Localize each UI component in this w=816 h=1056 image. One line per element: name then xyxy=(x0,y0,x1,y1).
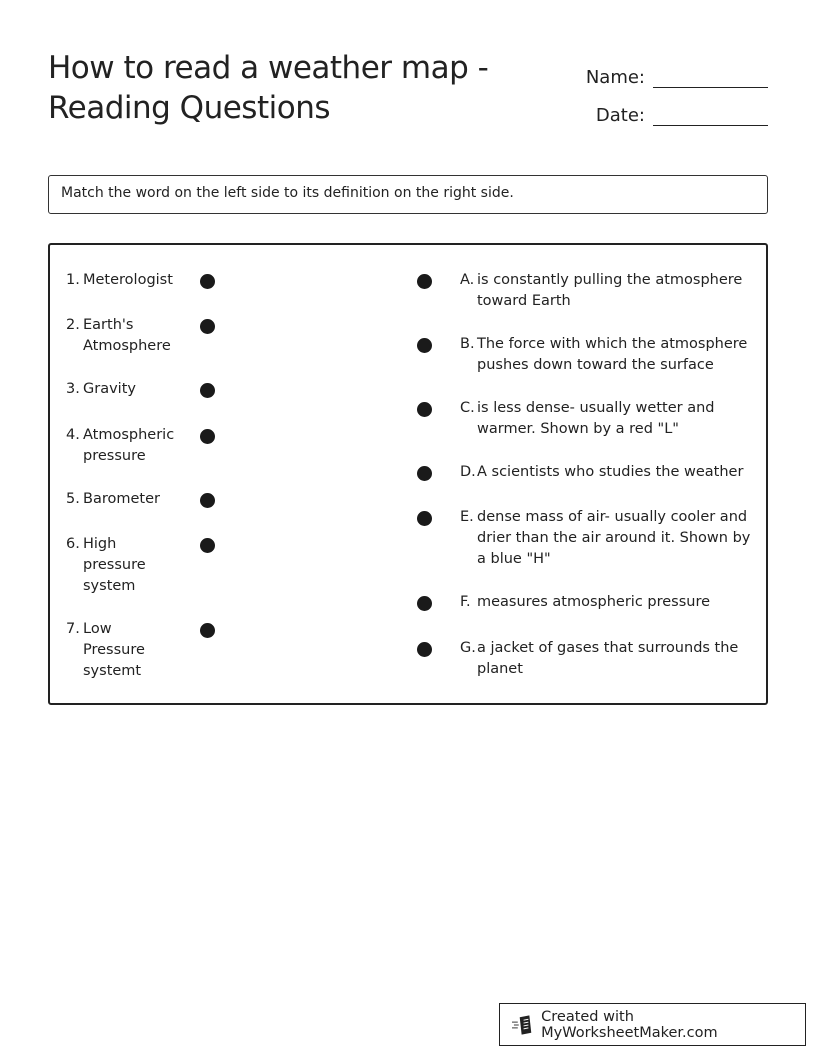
definition-dot-d[interactable] xyxy=(417,466,432,481)
name-field[interactable] xyxy=(653,64,768,88)
definition-text: a jacket of gases that surrounds the planet xyxy=(477,640,739,677)
definition-dot-f[interactable] xyxy=(417,596,432,611)
term-number: 2. xyxy=(66,317,80,333)
definition-text: is less dense- usually wetter and warmer. Shown by a red "L" xyxy=(477,400,715,437)
footer-text: Created with MyWorksheetMaker.com xyxy=(541,1008,718,1041)
instructions-box: Match the word on the left side to its definition on the right side. xyxy=(48,175,768,214)
definition-text: dense mass of air- usually cooler and drier than the air around it. Shown by a blue "H" xyxy=(477,509,751,567)
name-label: Name: xyxy=(585,67,645,88)
definition-letter: E. xyxy=(460,509,474,525)
term-number: 3. xyxy=(66,381,80,397)
definition-text: The force with which the atmosphere pushes down toward the surface xyxy=(477,336,748,373)
definition-letter: C. xyxy=(460,400,475,416)
definition-dot-c[interactable] xyxy=(417,402,432,417)
definition-item xyxy=(460,334,760,376)
footer-credit[interactable] xyxy=(499,1003,806,1046)
term-text: Barometer xyxy=(83,491,160,507)
term-text: High pressure system xyxy=(83,536,146,594)
definition-dot-b[interactable] xyxy=(417,338,432,353)
definition-text: measures atmospheric pressure xyxy=(477,594,711,610)
term-number: 6. xyxy=(66,536,80,552)
definition-letter: D. xyxy=(460,464,476,480)
definition-text: A scientists who studies the weather xyxy=(477,464,744,480)
term-dot-3[interactable] xyxy=(200,383,215,398)
definition-text: is constantly pulling the atmosphere toward Earth xyxy=(477,272,743,309)
term-number: 4. xyxy=(66,427,80,443)
date-label: Date: xyxy=(595,105,645,126)
definition-dot-a[interactable] xyxy=(417,274,432,289)
term-dot-4[interactable] xyxy=(200,429,215,444)
term-text: Atmospheric pressure xyxy=(83,427,175,464)
definition-dot-e[interactable] xyxy=(417,511,432,526)
term-number: 5. xyxy=(66,491,80,507)
term-text: Earth's Atmosphere xyxy=(83,317,171,354)
definition-item xyxy=(460,398,760,440)
definition-letter: G. xyxy=(460,640,476,656)
term-dot-6[interactable] xyxy=(200,538,215,553)
term-text: Meterologist xyxy=(83,272,173,288)
matching-section xyxy=(48,243,768,705)
definition-item xyxy=(460,270,760,312)
date-field[interactable] xyxy=(653,102,768,126)
definition-dot-g[interactable] xyxy=(417,642,432,657)
page-title xyxy=(48,48,528,128)
term-dot-5[interactable] xyxy=(200,493,215,508)
term-text: Low Pressure systemt xyxy=(83,621,145,679)
date-row xyxy=(568,88,768,126)
student-info xyxy=(568,50,768,126)
title-line-1: How to read a weather map - xyxy=(48,50,489,86)
definition-letter: F. xyxy=(460,594,471,610)
term-text: Gravity xyxy=(83,381,136,397)
term-dot-7[interactable] xyxy=(200,623,215,638)
definition-item xyxy=(460,462,760,483)
definition-item xyxy=(460,592,760,613)
term-number: 7. xyxy=(66,621,80,637)
definition-letter: A. xyxy=(460,272,475,288)
term-dot-1[interactable] xyxy=(200,274,215,289)
definition-item xyxy=(460,638,760,680)
name-row xyxy=(568,50,768,88)
title-line-2: Reading Questions xyxy=(48,90,330,126)
definition-item xyxy=(460,507,760,570)
definition-letter: B. xyxy=(460,336,475,352)
term-number: 1. xyxy=(66,272,80,288)
term-dot-2[interactable] xyxy=(200,319,215,334)
worksheet-maker-logo-icon xyxy=(512,1014,535,1036)
